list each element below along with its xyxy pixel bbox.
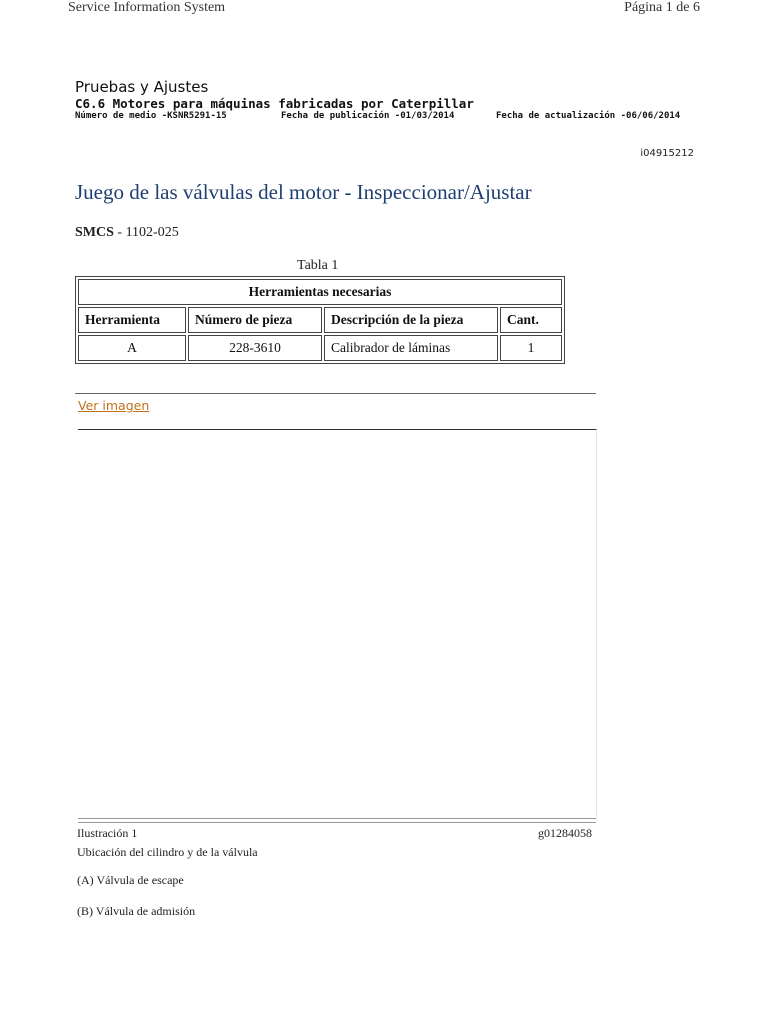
page-title: Juego de las válvulas del motor - Inspeccionar/Ajustar [75,180,532,204]
legend-item-exhaust: (A) Válvula de escape [77,873,184,887]
column-header-part-number: Número de pieza [188,307,322,333]
illustration-label: Ilustración 1 [77,826,138,840]
system-title: Service Information System [68,0,226,15]
document-id: i04915212 [640,148,694,159]
cell-quantity: 1 [500,335,562,361]
illustration-image-area [78,429,597,819]
update-date: Fecha de actualización -06/06/2014 [496,111,681,121]
cell-part-number: 228-3610 [188,335,322,361]
document-subtitle: C6.6 Motores para máquinas fabricadas por Caterpillar [75,96,474,111]
table-heading-row [78,279,562,305]
table-header-row [78,307,562,333]
document-type: Pruebas y Ajustes [75,78,209,96]
column-header-description: Descripción de la pieza [324,307,498,333]
cell-description: Calibrador de láminas [324,335,498,361]
table-heading: Herramientas necesarias [78,279,562,305]
smcs-label: SMCS [75,225,114,240]
smcs-code [75,225,179,241]
view-image-link[interactable]: Ver imagen [78,398,150,413]
column-header-tool: Herramienta [78,307,186,333]
legend-item-intake: (B) Válvula de admisión [77,904,196,918]
column-header-quantity: Cant. [500,307,562,333]
media-number: Número de medio -KSNR5291-15 [75,111,227,121]
page-indicator: Página 1 de 6 [624,0,700,15]
illustration-description: Ubicación del cilindro y de la válvula [77,845,258,859]
table-caption: Tabla 1 [297,258,339,273]
publication-date: Fecha de publicación -01/03/2014 [281,111,455,121]
table-row [78,335,562,361]
cell-tool: A [78,335,186,361]
tools-table [75,276,565,364]
smcs-value: - 1102-025 [113,225,179,240]
illustration-bottom-rule [78,818,596,823]
illustration-code: g01284058 [538,826,592,840]
divider [75,393,596,394]
